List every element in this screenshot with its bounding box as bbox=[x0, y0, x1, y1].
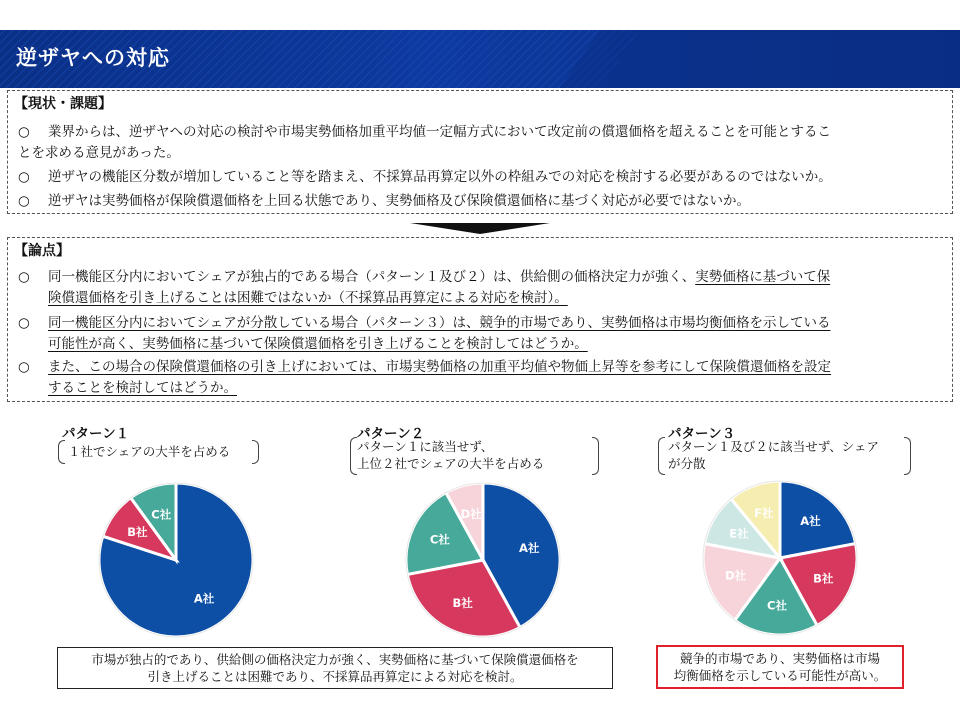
issue-2-line2: 可能性が高く、実勢価格に基づいて保険償還価格を引き上げることを検討してはどうか。 bbox=[48, 336, 588, 352]
conclusion-1-line2: 引き上げることは困難であり、不採算品再算定による対応を検討。 bbox=[147, 669, 523, 684]
bracket-right bbox=[252, 440, 259, 464]
pie-label-C社: C社 bbox=[767, 598, 787, 613]
pie-chart-pattern-2 bbox=[403, 480, 563, 640]
status-heading: 【現状・課題】 bbox=[14, 96, 112, 112]
pie-label-A社: A社 bbox=[800, 514, 821, 529]
pattern-3-desc-line2: が分散 bbox=[668, 456, 706, 471]
issue-1-underlined: 実勢価格に基づいて保 bbox=[695, 269, 831, 285]
down-arrow-icon bbox=[410, 221, 550, 235]
issue-1-text: 同一機能区分内においてシェアが独占的である場合（パターン１及び２）は、供給側の価格決定力が強く、 bbox=[48, 269, 696, 285]
pie-label-B社: B社 bbox=[452, 596, 473, 611]
status-item-2: 逆ザヤの機能区分数が増加していること等を踏まえ、不採算品再算定以外の枠組みでの対応を検討する必要があるのではないか。 bbox=[48, 169, 832, 185]
pie-label-A社: A社 bbox=[519, 541, 540, 556]
pie-label-D社: D社 bbox=[460, 506, 482, 521]
status-item-1-line1: 業界からは、逆ザヤへの対応の検討や市場実勢価格加重平均値一定幅方式において改定前の償還価格を超えることを可能とするこ bbox=[48, 124, 831, 140]
pie-label-C社: C社 bbox=[151, 507, 172, 522]
slide-header bbox=[0, 0, 960, 88]
issue-3-line1: また、この場合の保険償還価格の引き上げにおいては、市場実勢価格の加重平均値や物価上昇等を参考にして保険償還価格を設定 bbox=[48, 359, 831, 375]
pie-label-F社: F社 bbox=[754, 506, 774, 521]
issue-item bbox=[18, 357, 948, 399]
issue-1-underlined-line2: 険償還価格を引き上げることは困難ではないか（不採算品再算定による対応を検討）。 bbox=[48, 290, 568, 306]
pie-label-A社: A社 bbox=[193, 591, 215, 606]
page-title: 逆ザヤへの対応 bbox=[16, 46, 170, 70]
status-item-3: 逆ザヤは実勢価格が保険償還価格を上回る状態であり、実勢価格及び保険償還価格に基づく対応が必要ではないか。 bbox=[48, 193, 750, 209]
conclusion-competitive bbox=[656, 645, 904, 689]
pie-label-C社: C社 bbox=[429, 532, 450, 547]
pie-label-D社: D社 bbox=[725, 568, 747, 583]
issues-heading: 【論点】 bbox=[14, 243, 70, 259]
status-item-1-line2: とを求める意見があった。 bbox=[18, 145, 180, 161]
bracket-left bbox=[658, 437, 665, 475]
issues-box bbox=[7, 237, 953, 402]
issue-item bbox=[18, 267, 948, 309]
pattern-2-title: パターン２ bbox=[357, 426, 425, 442]
bullet-circle: ○ bbox=[18, 315, 30, 331]
pattern-1-title: パターン１ bbox=[62, 426, 130, 442]
status-item bbox=[18, 191, 948, 212]
pattern-2-desc-line1: パターン１に該当せず、 bbox=[357, 439, 494, 454]
pie-label-B社: B社 bbox=[813, 571, 834, 586]
issue-2-line1: 同一機能区分内においてシェアが分散している場合（パターン３）は、競争的市場であり、実勢価格は市場均衡価格を示している bbox=[48, 315, 831, 331]
pie-chart-pattern-1 bbox=[96, 480, 256, 640]
bullet-circle: ○ bbox=[18, 124, 30, 140]
bullet-circle: ○ bbox=[18, 193, 30, 209]
pattern-1-desc: １社でシェアの大半を占める bbox=[68, 444, 231, 459]
conclusion-2-line1: 競争的市場であり、実勢価格は市場 bbox=[679, 651, 880, 666]
conclusion-2-line2: 均衡価格を示している可能性が高い。 bbox=[673, 668, 887, 683]
conclusion-1-line1: 市場が独占的であり、供給側の価格決定力が強く、実勢価格に基づいて保険償還価格を bbox=[91, 652, 579, 667]
bullet-circle: ○ bbox=[18, 169, 30, 185]
pie-label-E社: E社 bbox=[729, 526, 749, 541]
pattern-3-desc-line1: パターン１及び２に該当せず、シェア bbox=[668, 439, 880, 454]
bracket-right bbox=[904, 437, 911, 475]
bracket-left bbox=[350, 437, 357, 475]
bullet-circle: ○ bbox=[18, 269, 30, 285]
pie-chart-pattern-3 bbox=[700, 478, 860, 638]
issue-item bbox=[18, 313, 948, 355]
pattern-2-desc-line2: 上位２社でシェアの大半を占める bbox=[357, 456, 545, 471]
conclusion-monopoly bbox=[57, 647, 613, 689]
issue-3-line2: することを検討してはどうか。 bbox=[48, 380, 237, 396]
pie-label-B社: B社 bbox=[127, 524, 148, 539]
status-item bbox=[18, 167, 948, 188]
status-box bbox=[7, 90, 953, 214]
bracket-left bbox=[58, 440, 65, 464]
pattern-3-title: パターン３ bbox=[668, 426, 736, 442]
bracket-right bbox=[592, 437, 599, 475]
bullet-circle: ○ bbox=[18, 359, 30, 375]
status-item bbox=[18, 122, 948, 164]
